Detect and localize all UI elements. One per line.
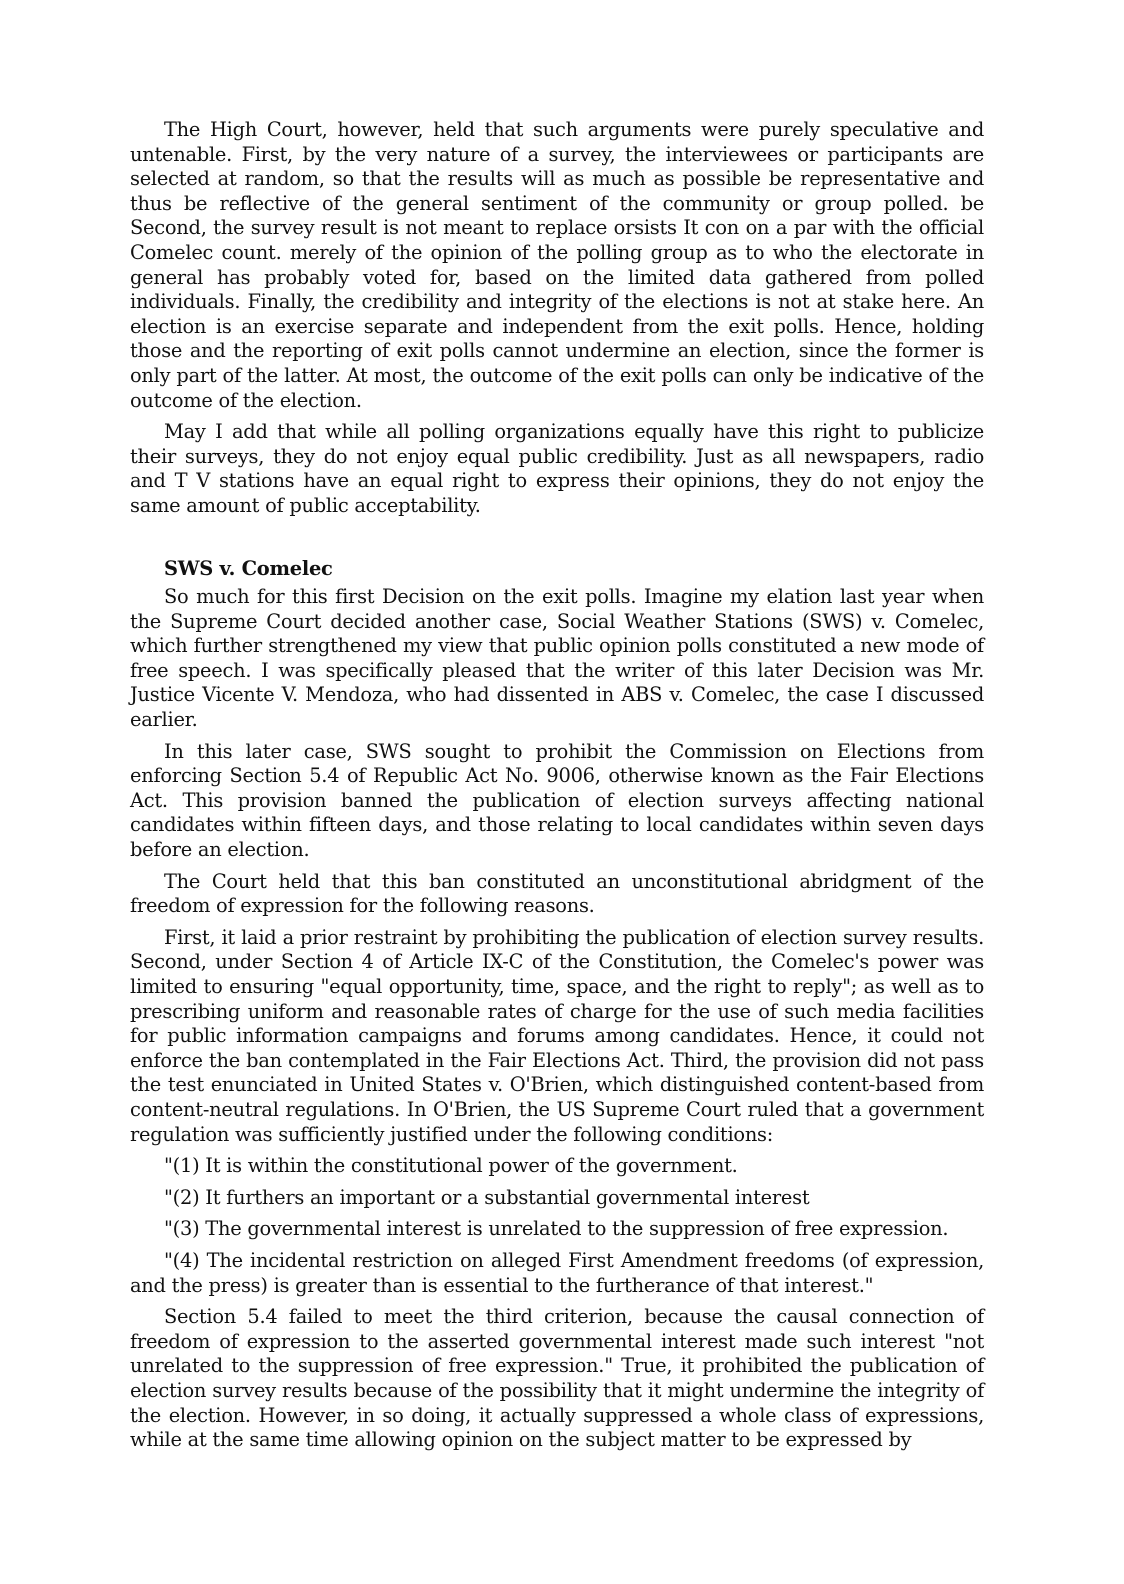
paragraph-reasons: First, it laid a prior restraint by prohibiting the publication of election survey results. Second, under Section 4 of Article IX-C of the Constitution, the Comelec's power was limited to ensuring "equal opportunity, time, space, and the right to reply"; as well as to prescribing uniform and reasonable rates of charge for the use of such media facilities for public information campaigns and forums among candidates. Hence, it could not enforce the ban contemplated in the Fair Elections Act. Third, the provision did not pass the test enunciated in United States v. O'Brien, which distinguished content-based from content-neutral regulations. In O'Brien, the US Supreme Court ruled that a government regulation was sufficiently justified under the following conditions: xyxy=(130,925,984,1146)
paragraph-ban-unconstitutional: The Court held that this ban constituted an unconstitutional abridgment of the freedom of expression for the following reasons. xyxy=(130,869,984,918)
document-page xyxy=(130,118,984,1453)
condition-item: "(1) It is within the constitutional power of the government. xyxy=(164,1154,738,1178)
section-heading: SWS v. Comelec xyxy=(164,556,333,580)
paragraph-high-court-holding: The High Court, however, held that such arguments were purely speculative and untenable. First, by the very nature of a survey, the interviewees or participants are selected at random, so that the results will as much as possible be representative and thus be reflective of the general sentiment of the community or group polled. be Second, the survey result is not meant to replace orsists It con on a par with the official Comelec count. merely of the opinion of the polling group as to who the electorate in general has probably voted for, based on the limited data gathered from polled individuals. Finally, the credibility and integrity of the elections is not at stake here. An election is an exercise separate and independent from the exit polls. Hence, holding those and the reporting of exit polls cannot undermine an election, since the former is only part of the latter. At most, the outcome of the exit polls can only be indicative of the outcome of the election. xyxy=(130,118,984,412)
condition-item: "(4) The incidental restriction on alleged First Amendment freedoms (of expression, and the press) is greater than is essential to the furtherance of that interest." xyxy=(130,1248,984,1297)
condition-item: "(2) It furthers an important or a substantial governmental interest xyxy=(164,1185,810,1209)
paragraph-second-decision: So much for this first Decision on the exit polls. Imagine my elation last year when the Supreme Court decided another case, Social Weather Stations (SWS) v. Comelec, which further strengthened my view that public opinion polls constituted a new mode of free speech. I was specifically pleased that the writer of this later Decision was Mr. Justice Vicente V. Mendoza, who had dissented in ABS v. Comelec, the case I discussed earlier. xyxy=(130,585,984,732)
condition-item: "(3) The governmental interest is unrelated to the suppression of free expression. xyxy=(164,1217,949,1241)
paragraph-polling-credibility: May I add that while all polling organizations equally have this right to publicize their surveys, they do not enjoy equal public credibility. Just as all newspapers, radio and T V stations have an equal right to express their opinions, they do not enjoy the same amount of public acceptability. xyxy=(130,420,984,517)
paragraph-later-case: In this later case, SWS sought to prohibit the Commission on Elections from enforcing Section 5.4 of Republic Act No. 9006, otherwise known as the Fair Elections Act. This provision banned the publication of election surveys affecting national candidates within fifteen days, and those relating to local candidates within seven days before an election. xyxy=(130,739,984,862)
paragraph-third-criterion: Section 5.4 failed to meet the third criterion, because the causal connection of freedom of expression to the asserted governmental interest made such interest "not unrelated to the suppression of free expression." True, it prohibited the publication of election survey results because of the possibility that it might undermine the integrity of the election. However, in so doing, it actually suppressed a whole class of expressions, while at the same time allowing opinion on the subject matter to be expressed by xyxy=(130,1305,984,1452)
